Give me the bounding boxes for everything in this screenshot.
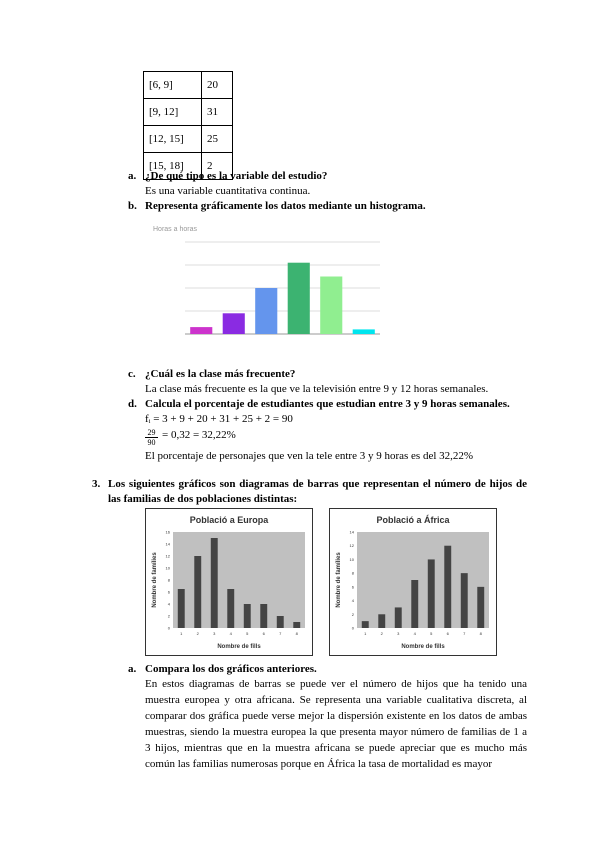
x-tick-label: 5 [430,631,433,636]
bar [227,589,234,628]
question-b-text: Representa gráficamente los datos mediante un histograma. [145,200,426,212]
x-tick-label: 3 [213,631,216,636]
fraction [145,428,158,447]
x-tick-label: 5 [246,631,249,636]
x-tick-label: 4 [229,631,232,636]
histogram-chart [145,220,395,360]
bar [411,580,418,628]
x-tick-label: 4 [413,631,416,636]
y-tick-label: 2 [167,613,170,619]
europe-bar-chart [145,508,313,656]
y-tick-label: 12 [349,543,354,549]
y-tick-label: 8 [351,570,354,576]
y-tick-label: 2 [351,611,354,617]
x-tick-label: 2 [196,631,199,636]
fraction-result: = 0,32 = 32,22% [162,429,236,441]
chart-title: Població a Europa [189,515,269,525]
chart-title: Població a África [376,515,450,525]
bar [260,604,267,628]
plot-area [357,532,489,628]
table-cell-value: 25 [202,126,233,153]
paragraph-line: muestras, siendo la muestra europea la que presenta mayor número de familias de 1 a [145,726,527,738]
histogram-bar [288,263,310,334]
table-cell-interval: [9, 12] [144,99,202,126]
table-cell-interval: [15, 18] [144,153,202,180]
question-c-letter: c. [128,368,136,380]
africa-bar-chart [329,508,497,656]
y-tick-label: 12 [165,553,170,559]
y-tick-label: 0 [167,625,170,631]
y-tick-label: 4 [351,598,354,604]
fraction-numerator: 29 [145,428,158,438]
bar [428,559,435,628]
question-3-line2: las familias de dos poblaciones distintas: [108,493,298,505]
histogram-bar [320,277,342,335]
bar [378,614,385,628]
x-axis-label: Nombre de fills [217,644,261,650]
question-d-letter: d. [128,398,137,410]
bar [362,621,369,628]
paragraph-line: común las familias numerosas porque en África la tasa de mortalidad es mayor [145,758,492,770]
question-c-answer: La clase más frecuente es la que ve la televisión entre 9 y 12 horas semanales. [145,383,489,395]
question-3a-letter: a. [128,663,137,675]
bar [244,604,251,628]
histogram-bar [255,288,277,334]
y-tick-label: 14 [165,541,170,547]
x-tick-label: 7 [279,631,282,636]
table-row [144,72,233,99]
table-cell-value: 20 [202,72,233,99]
y-tick-label: 6 [167,589,170,595]
bar [444,546,451,628]
y-tick-label: 8 [167,577,170,583]
question-a-text: ¿De qué tipo es la variable del estudio? [145,170,328,182]
histogram-bar [223,313,245,334]
y-tick-label: 10 [165,565,170,571]
question-d-answer: El porcentaje de personajes que ven la tele entre 3 y 9 horas es del 32,22% [145,450,474,462]
table-cell-value: 2 [202,153,233,180]
x-tick-label: 8 [295,631,298,636]
x-tick-label: 1 [180,631,183,636]
histogram-bar [190,327,212,334]
bar [277,616,284,628]
bar [211,538,218,628]
paragraph-line: comparar dos gráfica puede verse mejor la dispersión existente en los datos de ambas [145,710,527,722]
bar [178,589,185,628]
question-c-text: ¿Cuál es la clase más frecuente? [145,368,296,380]
plot-area [173,532,305,628]
table-cell-interval: [12, 15] [144,126,202,153]
table-row [144,99,233,126]
question-b-letter: b. [128,200,137,212]
table-cell-value: 31 [202,99,233,126]
y-tick-label: 16 [165,529,170,535]
x-tick-label: 2 [380,631,383,636]
bar [293,622,300,628]
y-axis-label: Nombre de famílies [336,552,342,608]
paragraph-line: muestra europea y otra africana. Se representa una variable cualitativa discreta, al [145,694,527,706]
bar [194,556,201,628]
histogram-bar [353,329,375,334]
question-d-text: Calcula el porcentaje de estudiantes que estudian entre 3 y 9 horas semanales. [145,398,510,410]
question-3a-text: Compara los dos gráficos anteriores. [145,663,317,675]
x-tick-label: 7 [463,631,466,636]
bar [461,573,468,628]
y-tick-label: 10 [349,556,354,562]
x-tick-label: 6 [446,631,449,636]
x-tick-label: 1 [364,631,367,636]
y-tick-label: 0 [351,625,354,631]
x-tick-label: 6 [262,631,265,636]
question-a-letter: a. [128,170,137,182]
x-tick-label: 8 [479,631,482,636]
x-tick-label: 3 [397,631,400,636]
y-axis-label: Nombre de famílies [152,552,158,608]
chart-title: Horas a horas [153,226,197,233]
frequency-table [143,71,233,180]
y-tick-label: 6 [351,584,354,590]
fraction-denominator: 90 [147,438,156,447]
table-cell-interval: [6, 9] [144,72,202,99]
sum-formula: fᵢ = 3 + 9 + 20 + 31 + 25 + 2 = 90 [145,413,293,425]
bar [395,607,402,628]
y-tick-label: 14 [349,529,354,535]
table-row [144,126,233,153]
paragraph-line: En estos diagramas de barras se puede ver el número de hijos que ha tenido una [145,678,527,690]
bar [477,587,484,628]
question-3-line1: Los siguientes gráficos son diagramas de barras que representan el número de hijos de [108,478,527,490]
question-3-number: 3. [92,478,101,490]
x-axis-label: Nombre de fills [401,644,445,650]
y-tick-label: 4 [167,601,170,607]
question-a-answer: Es una variable cuantitativa continua. [145,185,311,197]
paragraph-line: 3 hijos, mientras que en la muestra africana se puede apreciar que es mucho más [145,742,527,754]
